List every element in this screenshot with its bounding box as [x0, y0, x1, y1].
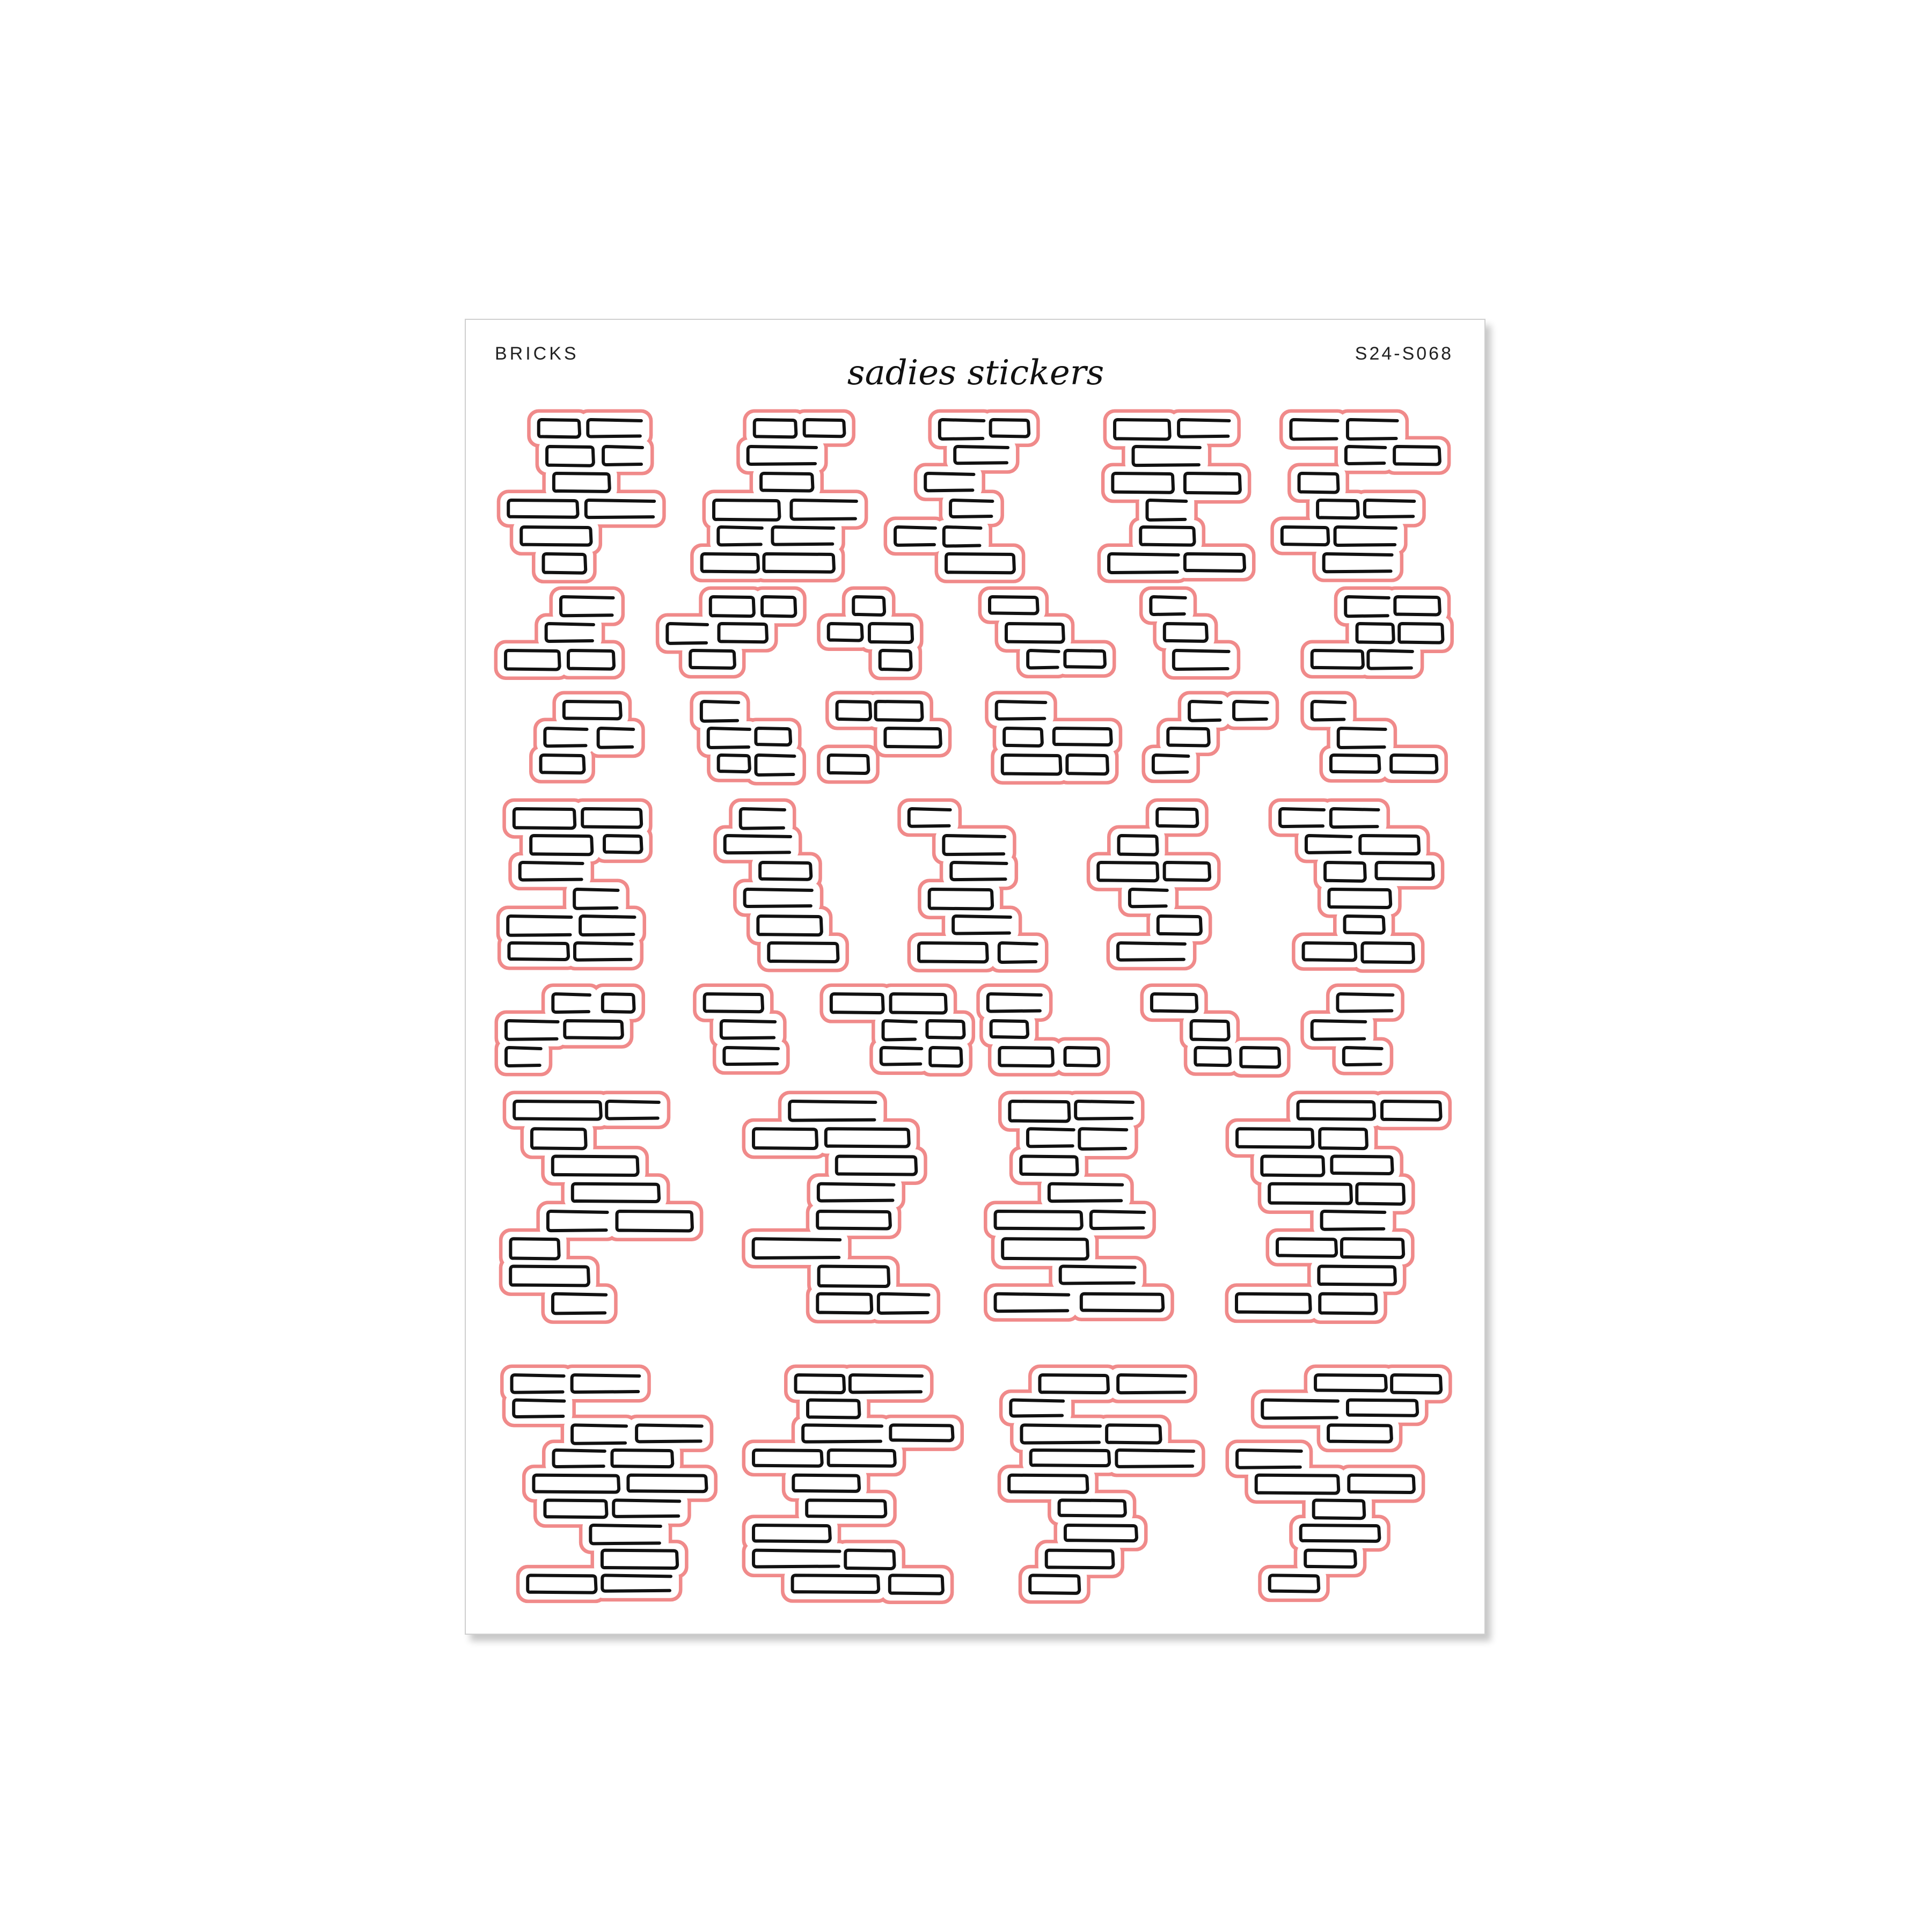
sticker-sheet: [465, 319, 1485, 1635]
brick-sticker: [715, 800, 847, 970]
brick-sticker: [692, 693, 804, 784]
brick-sticker: [744, 1366, 962, 1602]
brick-sticker: [657, 588, 804, 677]
sheet-code: S24-S068: [1355, 343, 1453, 364]
brick-sticker: [819, 588, 921, 678]
cut-line: [695, 985, 788, 1073]
brick-sticker: [1142, 985, 1289, 1075]
brick-sticker: [501, 1093, 701, 1322]
cut-line: [1142, 985, 1289, 1075]
cut-line: [531, 693, 643, 781]
brick-sticker: [999, 1366, 1203, 1602]
brick-sticker: [822, 985, 974, 1074]
brick-sticker: [499, 411, 664, 582]
brick-sticker: [819, 693, 950, 782]
brick-sticker: [899, 800, 1046, 971]
brick-sticker: [885, 411, 1038, 581]
cut-line: [986, 1093, 1173, 1320]
cut-line: [501, 1093, 701, 1322]
brick-sticker: [695, 985, 788, 1073]
brick-sticker: [1302, 588, 1452, 677]
cut-line: [980, 588, 1114, 676]
sticker-layer: [466, 320, 1487, 1636]
brick-sticker: [1302, 693, 1446, 781]
brick-sticker: [744, 1093, 939, 1322]
brick-sticker: [1270, 800, 1443, 971]
cut-line: [1141, 588, 1238, 678]
cut-line: [1227, 1093, 1450, 1322]
cut-line: [1302, 588, 1452, 677]
cut-line: [822, 985, 974, 1074]
brick-sticker: [1302, 985, 1403, 1073]
cut-line: [657, 588, 804, 677]
brick-sticker: [498, 800, 650, 969]
brick-sticker: [986, 1093, 1173, 1320]
brick-sticker: [1144, 693, 1277, 781]
brick-sticker: [531, 693, 643, 781]
brick-sticker: [1141, 588, 1238, 678]
brick-sticker: [496, 985, 643, 1074]
brick-sticker: [1227, 1093, 1450, 1322]
cut-line: [1144, 693, 1277, 781]
brick-sticker: [1099, 411, 1254, 581]
brick-sticker: [496, 588, 623, 678]
brick-sticker: [502, 1366, 716, 1601]
brick-sticker: [1272, 411, 1449, 580]
brick-sticker: [692, 411, 866, 581]
brick-sticker: [980, 588, 1114, 676]
sheet-title: BRICKS: [495, 343, 579, 364]
brick-sticker: [987, 693, 1121, 783]
brick-sticker: [978, 985, 1108, 1074]
cut-line: [1302, 985, 1403, 1073]
cut-line: [978, 985, 1108, 1074]
brick-sticker: [1227, 1366, 1450, 1600]
brand-logo-text: sadies stickers: [847, 353, 1104, 393]
cut-line: [1302, 693, 1446, 781]
brick-sticker: [1088, 800, 1219, 969]
